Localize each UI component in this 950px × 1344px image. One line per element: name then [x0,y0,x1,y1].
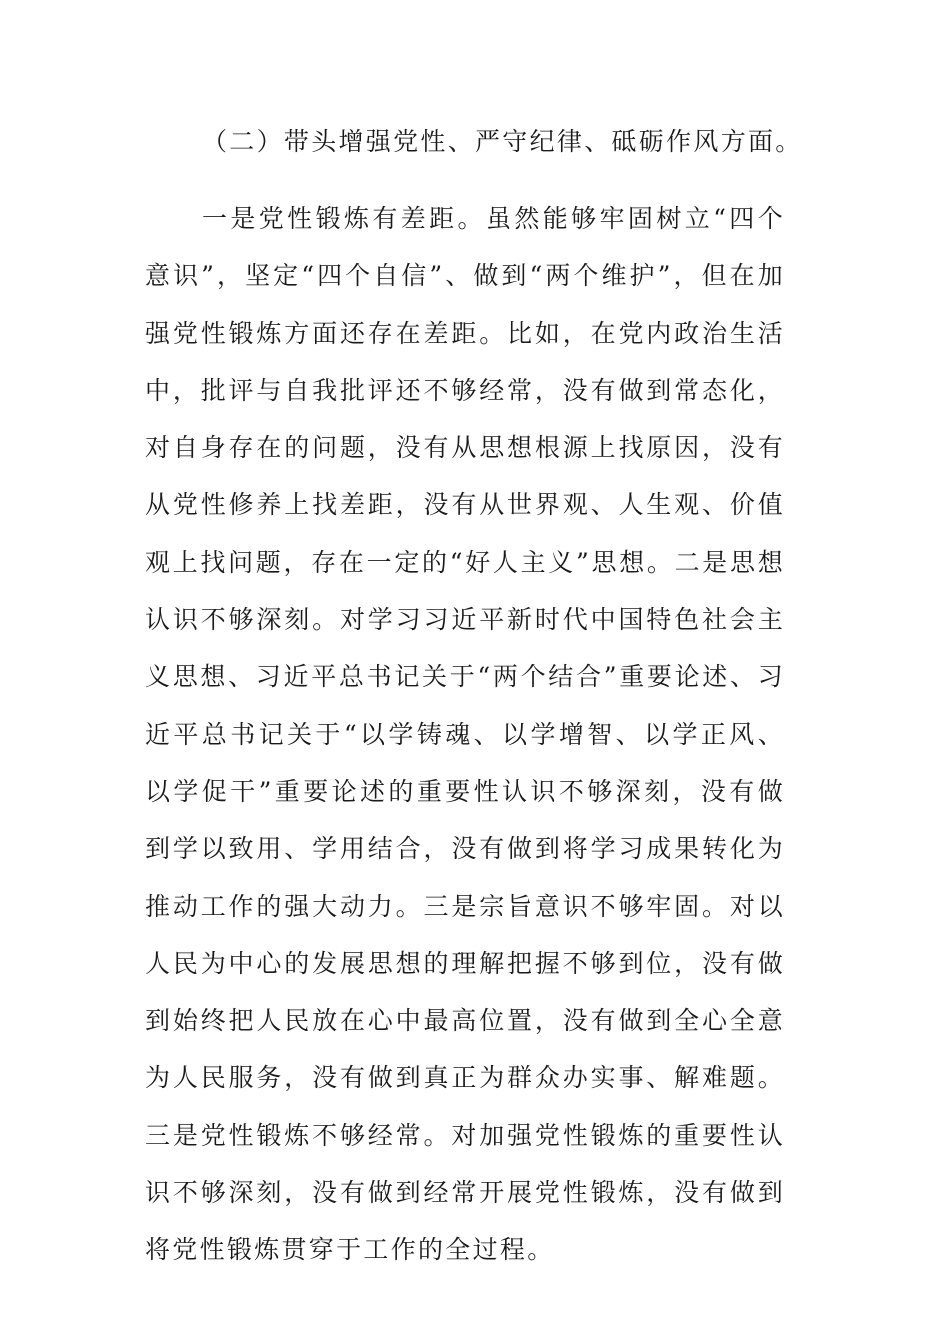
body-paragraph: 一是党性锻炼有差距。虽然能够牢固树立“四个意识”，坚定“四个自信”、做到“两个维护”，但在加强党性锻炼方面还存在差距。比如，在党内政治生活中，批评与自我批评还不够经常，没有做到常态化，对自身存在的问题，没有从思想根源上找原因，没有从党性修养上找差距，没有从世界观、人生观、价值观上找问题，存在一定的“好人主义”思想。二是思想认识不够深刻。对学习习近平新时代中国特色社会主义思想、习近平总书记关于“两个结合”重要论述、习近平总书记关于“以学铸魂、以学增智、以学正风、以学促干”重要论述的重要性认识不够深刻，没有做到学以致用、学用结合，没有做到将学习成果转化为推动工作的强大动力。三是宗旨意识不够牢固。对以人民为中心的发展思想的理解把握不够到位，没有做到始终把人民放在心中最高位置，没有做到全心全意为人民服务，没有做到真正为群众办实事、解难题。三是党性锻炼不够经常。对加强党性锻炼的重要性认识不够深刻，没有做到经常开展党性锻炼，没有做到将党性锻炼贯穿于工作的全过程。 [145,204,785,1265]
section-heading: （二）带头增强党性、严守纪律、砥砺作风方面。 [202,127,803,156]
